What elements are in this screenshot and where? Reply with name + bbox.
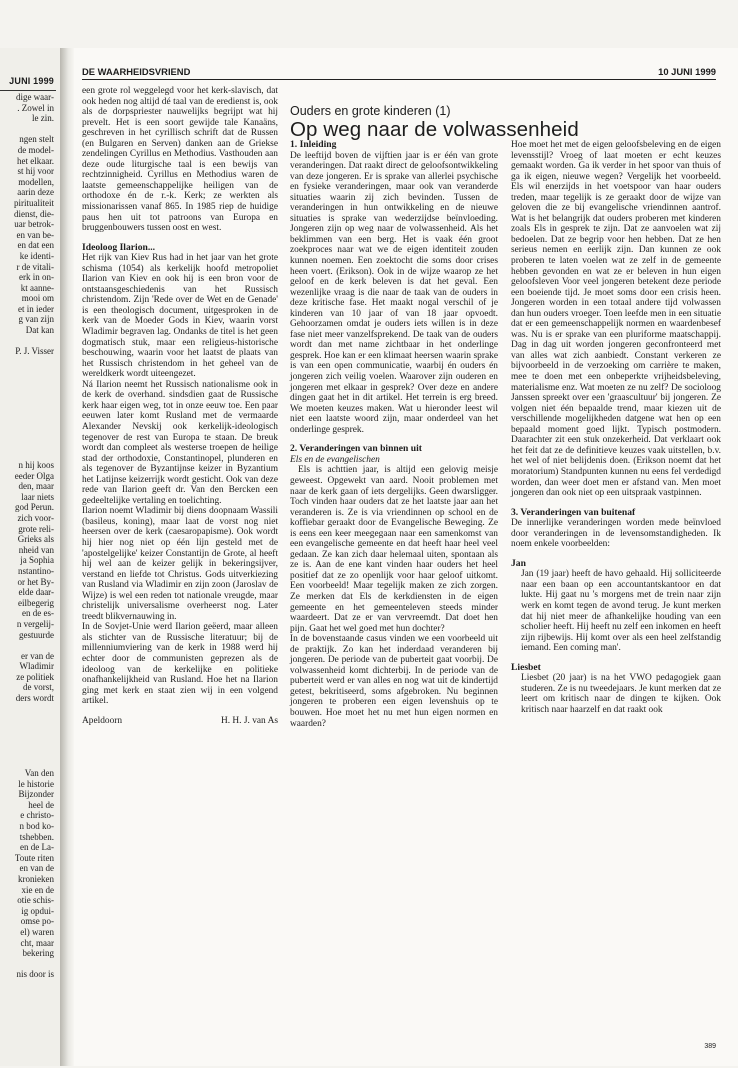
col2-paragraph: In de bovenstaande casus vinden we een voorbeeld uit de praktijk. Zo kan het inderdaad veranderen bij jongeren. De periode van de puberteit gaat voorbij. De volwassenheid komt dichterbij. In de periode van de puberteit werd er van alles en nog wat uit de kindertijd getest, bekritiseerd, soms afgebroken. Nu beginnen jongeren te proberen een eigen levenshuis op te bouwen. Hoe moet het nu met hun eigen normen en waarden? — [290, 634, 498, 729]
article-headline: Op weg naar de volwassenheid — [290, 118, 579, 141]
article-kicker: Ouders en grote kinderen (1) — [290, 104, 451, 118]
previous-page-text-top: dige waar- . Zowel in le zin. ngen stelt de model- het elkaar. st hij voor modellen, aarin deze piritualiteit dienst, die- uar betrok- en van be- en dat een ke identi- r de vitali- erk in on- kt aanne- mooi om et in ieder g van zijn Dat kan P. J. Visser — [14, 92, 54, 357]
col1-paragraph: In de Sovjet-Unie werd Ilarion geëerd, maar alleen als stichter van de Russische literatuur; bij de millenniumviering van de kerk in 1988 werd hij echter door de communisten geprezen als de ideoloog van de kerkelijke en politieke onafhankelijkheid van Rusland. Hoe het na Ilarion ging met kerk en staat zien wij in een volgend artikel. — [82, 622, 278, 707]
col1-paragraph: Het rijk van Kiev Rus had in het jaar van het grote schisma (1054) als kerkelijk hoofd metropoliet Ilarion van Kiev en ook hij is een bron voor de ontstaansgeschiedenis van het Russisch christendom. Zijn 'Rede over de Wet en de Genade' is een theologisch document, uitgesproken in de kerk van de Moeder Gods in Kiev, waarin vorst Wladimir begraven lag. Ondanks de titel is het geen dogmatisch stuk, maar een religieus-historische beschouwing, waarin voor het laatst de plaats van het Russisch christendom in het geheel van de wereldkerk wordt uiteengezet. — [82, 253, 278, 380]
col1-paragraph: een grote rol weggelegd voor het kerk-slavisch, dat ook heden nog altijd dé taal van de eredienst is, ook als de dorpspriester nauwelijks begrijpt wat hij prevelt. Het is een soort gewijde tale Kanaäns, geschreven in het cyrillisch schrift dat de Russen (en Bulgaren en Serven) danken aan de Griekse zendelingen Cyrillus en Methodius. Vasthouden aan deze oude liturgische taal is een bewijs van rechtzinnigheid. Cyrillus en Methodius waren de laatste gemeenschappelijke heiligen van de orthodoxe én de r.-k. Kerk; ze werkten als missionarissen vanaf 865. In 1985 riep de huidige paus hen uit tot patroons van Europa en bruggenbouwers tussen oost en west. — [82, 86, 278, 234]
previous-page-text-bottom: Van den le historie Bijzonder heel de e christo- n bod ko- tshebben. en de La- Toute riten en van de kronieken xie en de otie schis- ig opdui- omse po- el) waren cht, maar bekering nis door is — [14, 768, 54, 980]
page-number: 389 — [704, 1043, 716, 1050]
column-3 — [511, 140, 721, 715]
magazine-page — [74, 48, 738, 1066]
previous-page-header-date: JUNI 1999 — [9, 76, 54, 86]
previous-page-edge — [0, 48, 61, 1066]
previous-page-header-rule — [0, 90, 56, 91]
section-heading-1: 1. Inleiding — [290, 139, 337, 150]
signature-author: H. H. J. van As — [220, 715, 278, 726]
magazine-name: DE WAARHEIDSVRIEND — [82, 66, 191, 77]
case-paragraph-liesbet: Liesbet (20 jaar) is na het VWO pedagogiek gaan studeren. Ze is nu tweedejaars. Je kunt merken dat ze leert om kritisch naar de dingen te kijken. Ook kritisch naar haarzelf en dat raakt ook — [521, 673, 721, 715]
signature-place: Apeldoorn — [82, 715, 123, 726]
running-header — [82, 66, 716, 80]
col1-paragraph: Ilarion noemt Wladimir bij diens doopnaam Wassili (basileus, koning), maar laat de vorst nog niet heersen over de kerk (caesaropapisme). Ook wordt hij hier nog niet op één lijn gesteld met de 'apostelgelijke' keizer Constantijn de Grote, al heeft hij wel aan de keizer gelijk in bekeringsijver, verstand en liefde tot Christus. Gods uitverkiezing van Rusland via Wladimir en zijn zoon (Jaroslav de Wijze) is wel een reden tot nationale vreugde, maar christelijk universalisme overheerst nog. Later treedt blikvernauwing in. — [82, 506, 278, 622]
previous-page-text-middle: n hij koos eeder Olga den, maar laar niets god Perun. zich voor- grote reli- Grieks als nheid van ja Sophia nstantino- or het By- elde daar- eilbegerig en de es- n vergelij- gestuurde er van de Wladimir ze politiek de vorst, ders wordt — [14, 460, 54, 704]
column-1 — [82, 86, 278, 728]
col1-paragraph: Ná Ilarion neemt het Russisch nationalisme ook in de kerk de overhand. sindsdien gaat de Russische kerk haar eigen weg, tot in onze eeuw toe. Een paar eeuwen later komt Rusland met de vermaarde Alexander Nevskij ook kerkelijk-ideologisch tegenover de rest van Europa te staan. De breuk wordt dan compleet als westerse troepen de heilige stad der orthodoxie, Constantinopel, plunderen en als tegenover de Byzantijnse keizer in Byzantium het Latijnse keizerrijk wordt gesticht. Ook van deze rede van Ilarion geeft dr. Van den Bercken een gedeeltelijke vertaling en toelichting. — [82, 379, 278, 506]
col3-paragraph: Hoe moet het met de eigen geloofsbeleving en de eigen levensstijl? Vroeg of laat moeten er echt keuzes gemaakt worden. Ga ik verder in het spoor van thuis of ga ik eigen, nieuwe wegen? Vergelijk het voorbeeld. Els wil enerzijds in het voetspoor van haar ouders treden, maar tegelijk is ze geraakt door de wijze van geloven die ze bij evangelische vriendinnen aantrof. Wat is het belangrijk dat ouders proberen met kinderen zoals Els in gesprek te zijn. Dat ze aanvoelen wat zij bedoelen. Dat ze begrip voor hen hebben. Dat ze hen serieus nemen en eerlijk zijn. Dan kunnen ze ook proberen te laten voelen wat ze zelf in de gemeente hebben gevonden en wat ze er beleven in hun eigen geloofsleven Voor veel jongeren betekent deze periode een boeiende tijd. Je moet soms door een crisis heen. Jongeren worden in een totaal andere tijd volwassen dan hun ouders vroeger. Toen leefde men in een situatie dat er een gemeenschappelijk normen en waardenbesef was. Nu is er sprake van een pluriforme maatschappij. Dag in dag uit worden jongeren geconfronteerd met van alles wat zich aanbiedt. Constant verkeren ze bijvoorbeeld in de verzoeking om carrière te maken, mee te doen met een onbeperkte vrijheidsbeleving, materialisme enz. Wat moeten ze nu zelf? De socioloog Janssen spreekt over een 'graascultuur' bij jongeren. Ze volgen niet één bepaalde trend, maar kiezen uit de verschillende mogelijkheden datgene wat hen op een bepaald moment goed lijkt. Typisch postmodern. Daarachter zit een stuk onzekerheid. Dat verklaart ook het feit dat ze de definitieve keuzes vaak uitstellen, b.v. het wel of niet belijdenis doen. (Erikson noemt dat het moratorium) Standpunten kunnen nu eens fel verdedigd worden, dan weer doet men er afstand van. Men moet jongeren dan ook niet op een uitspraak vastpinnen. — [511, 140, 721, 499]
section-subheading: Els en de evangelischen — [290, 454, 380, 465]
section-heading-2: 2. Veranderingen van binnen uit — [290, 443, 422, 455]
col1-subheading: Ideoloog Ilarion... — [82, 241, 156, 253]
header-rule — [82, 79, 716, 80]
col2-paragraph: De leeftijd boven de vijftien jaar is er één van grote veranderingen. Dat raakt direct de geloofsontwikkeling van deze jongeren. Er is sprake van allerlei psychische en fysieke veranderingen, maar ook van veranderde situaties waarin zij zich bevinden. Tussen de veranderingen in hun ontwikkeling en de nieuwe situaties is sprake van wederzijdse beïnvloeding. Jongeren zijn op weg naar de volwassenheid. Als het beklimmen van een berg. Het is vaak één groot zoekproces naar wat we de eigen identiteit zouden kunnen noemen. Een zoektocht die soms door crises heen voert. (Erikson). Ook in de wijze waarop ze het geloof en de kerk beleven is dat het geval. Een wezenlijke vraag is die naar de taak van de ouders in deze kritische fase. Het maakt nogal verschil of je kinderen van 10 jaar of van 18 jaar opvoedt. Gehoorzamen omdat je ouders iets willen is in deze fase niet meer vanzelfsprekend. De taak van de ouders wordt dan met name zichtbaar in het onderlinge gesprek. Hoe kan er een klimaat heersen waarin sprake is van een open communicatie, waarbij én ouders én jongeren zich veilig voelen. Waarover zijn ouderen en jongeren met elkaar in gesprek? Over deze en andere dingen gaat het in dit artikel. Het terrein is erg breed. We moeten keuzes maken. Wat u hieronder leest wil niet een laatste woord zijn, maar onderdeel van het onderlinge gesprek. — [290, 150, 498, 435]
case-heading-liesbet: Liesbet — [511, 661, 541, 673]
case-paragraph-jan: Jan (19 jaar) heeft de havo gehaald. Hij solliciteerde naar een baan op een accountantskantoor en dat lukte. Hij gaat nu 's morgens met de trein naar zijn werk en komt tegen de avond terug. Je kunt merken dat hij niet meer de afhankelijke houding van een scholier heeft. Hij heeft nu zelf een inkomen en heeft zijn rijbewijs. Hij komt over als een heel zelfstandig iemand. Een coming man'. — [521, 569, 721, 654]
section-heading-3: 3. Veranderingen van buitenaf — [511, 506, 636, 518]
case-paragraph: Els is achttien jaar, is altijd een gelovig meisje geweest. Opgewekt van aard. Nooit problemen met naar de kerk gaan of iets dergelijks. Geen dwarsligger. Toch vinden haar ouders dat ze het laatste jaar aan het veranderen is. Ze is via vriendinnen op school en de koffiebar geraakt door de Evangelische Beweging. Ze is eens een keer meegegaan naar een samenkomst van een evangelische gemeente en dat heeft haar heel veel gedaan. Ze kan zich daar helemaal uiten, spontaan als ze is. Aan de ene kant vinden haar ouders het heel positief dat ze zo openlijk voor haar geloof uitkomt. Een voorbeeld! Maar tegelijk maken ze zich zorgen. Ze merken dat Els de kerkdiensten in de eigen gemeente en het gemeenteleven steeds minder waardeert. Dat ze er van vervreemdt. Dat doet hen pijn. Gaat het wel goed met hun dochter? — [290, 465, 498, 634]
column-2 — [290, 140, 498, 729]
signature-line — [82, 716, 278, 728]
book-gutter — [60, 48, 74, 1066]
col3-paragraph: De innerlijke veranderingen worden mede beïnvloed door veranderingen in de levensomstandigheden. Ik noem enkele voorbeelden: — [511, 518, 721, 550]
case-heading-jan: Jan — [511, 557, 526, 569]
issue-date: 10 JUNI 1999 — [658, 66, 716, 77]
